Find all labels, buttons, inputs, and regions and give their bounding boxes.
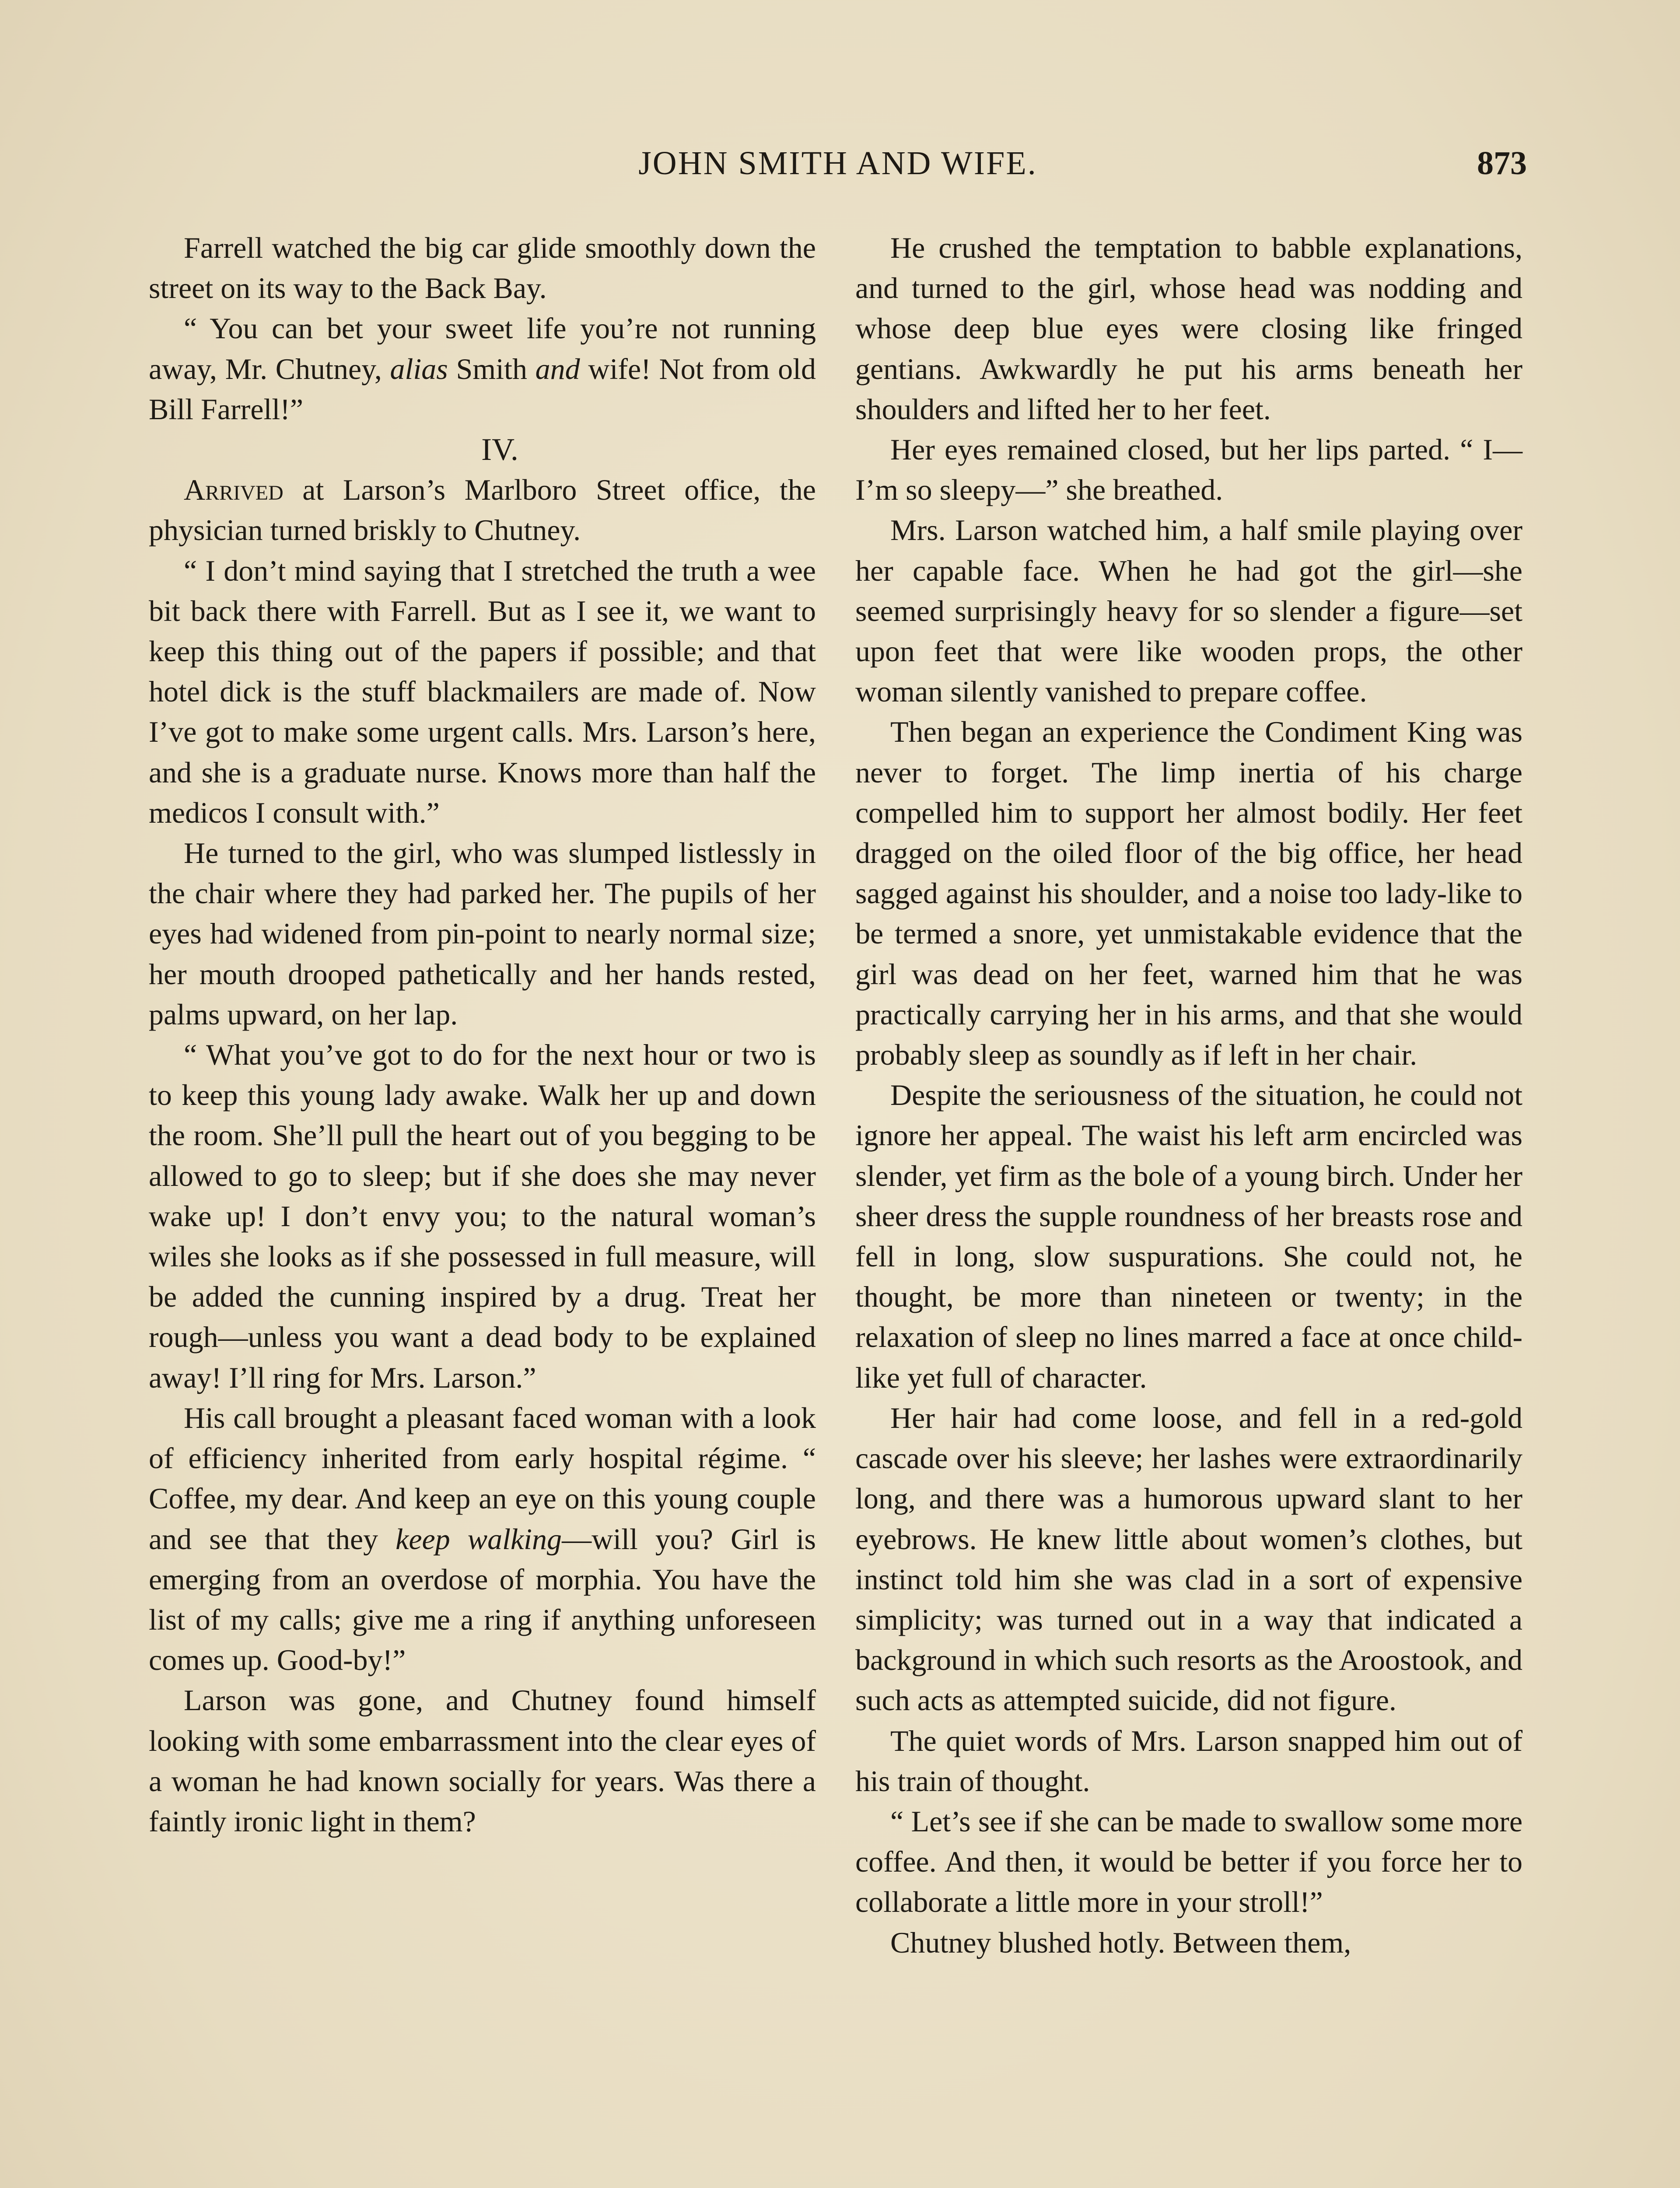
paragraph — [149, 1398, 816, 1680]
paragraph: The quiet words of Mrs. Larson snapped him out of his train of thought. — [855, 1724, 1522, 1798]
paragraph: Despite the seriousness of the situation, he could not ignore her appeal. The waist his left arm encircled was slender, yet firm as the bole of a young birch. Under her sheer dress the supple roundness of her breasts rose and fell in long, slow suspurations. She could not, he thought, be more than nineteen or twenty; in the relaxation of sleep no lines marred a face at once child-like yet full of character. — [855, 1078, 1522, 1394]
paragraph: Then began an experience the Condiment King was never to forget. The limp inertia of his charge compelled him to support her almost bodily. Her feet dragged on the oiled floor of the big office, her head sagged against his shoulder, and a noise too lady-like to be termed a snore, yet unmistakable evidence that the girl was dead on her feet, warned him that he was practically carrying her in his arms, and that she would probably sleep as soundly as if left in her chair. — [855, 715, 1522, 1072]
paragraph: Her hair had come loose, and fell in a red-gold cascade over his sleeve; her lashes were extraordinarily long, and there was a humorous upward slant to her eyebrows. He knew little about women’s clothes, but instinct told him she was clad in a sort of expensive simplicity; was turned out in a way that indicated a background in which such resorts as the Aroostook, and such acts as attempted suicide, did not figure. — [855, 1401, 1522, 1717]
paragraph: “ I don’t mind saying that I stretched the truth a wee bit back there with Farrell. But as I see it, we want to keep this thing out of the papers if possible; and that hotel dick is the stuff blackmailers are made of. Now I’ve got to make some urgent calls. Mrs. Larson’s here, and she is a graduate nurse. Knows more than half the medicos I consult with.” — [149, 554, 816, 829]
paragraph: Chutney blushed hotly. Between them, — [890, 1925, 1351, 1959]
left-column — [149, 228, 816, 1841]
page-header — [149, 144, 1527, 201]
paragraph: Larson was gone, and Chutney found himself looking with some embarrassment into the clear eyes of a woman he had known socially for years. Was there a faintly ironic light in them? — [149, 1683, 816, 1838]
text-run: “ You can bet your sweet life you’re not running away, Mr. Chutney, — [149, 312, 816, 386]
running-title: JOHN SMITH AND WIFE. — [638, 145, 1037, 182]
italic-text: and — [535, 352, 580, 386]
paragraph: “ What you’ve got to do for the next hour or two is to keep this young lady awake. Walk her up and down the room. She’ll pull the heart out of you begging to be allowed to go to sleep; but if she does she may never wake up! I don’t envy you; to the natural woman’s wiles she looks as if she possessed in full measure, will be added the cunning inspired by a drug. Treat her rough—unless you want a dead body to be explained away! I’ll ring for Mrs. Larson.” — [149, 1038, 816, 1394]
paragraph: Her eyes remained closed, but her lips parted. “ I—I’m so sleepy—” she breathed. — [855, 433, 1522, 507]
text-run: at Larson’s Marlboro Street office, the physician turned briskly to Chutney. — [149, 473, 816, 547]
paragraph — [149, 308, 816, 429]
text-run: His call brought a pleasant faced woman with a look of efficiency inherited from early hospital régime. “ Coffee, my dear. And keep an eye on this young couple and see that they — [149, 1401, 816, 1556]
paragraph: Mrs. Larson watched him, a half smile playing over her capable face. When he had got the girl—she seemed surprisingly heavy for so slender a figure—set upon feet that were like wooden props, the other woman silently vanished to prepare coffee. — [855, 513, 1522, 708]
section-heading: IV. — [481, 432, 518, 467]
paragraph — [149, 470, 816, 550]
text-run: —will you? Girl is emerging from an overdose of morphia. You have the list of my calls; give me a ring if anything unforeseen comes up. Good-by!” — [149, 1522, 816, 1677]
paragraph: He turned to the girl, who was slumped listlessly in the chair where they had parked her. The pupils of her eyes had widened from pin-point to nearly normal size; her mouth drooped pathetically and her hands rested, palms upward, on her lap. — [149, 836, 816, 1031]
small-caps-lead: Arrived — [184, 473, 284, 507]
text-run: Smith — [448, 352, 536, 386]
italic-text: alias — [390, 352, 448, 386]
paragraph: “ Let’s see if she can be made to swallow some more coffee. And then, it would be better if you force her to collaborate a little more in your stroll!” — [855, 1804, 1522, 1919]
paragraph: He crushed the temptation to babble explanations, and turned to the girl, whose head was nodding and whose deep blue eyes were closing like fringed gentians. Awkwardly he put his arms beneath her shoulders and lifted her to her feet. — [855, 231, 1522, 426]
page-number: 873 — [1477, 145, 1527, 182]
paragraph: Farrell watched the big car glide smoothly down the street on its way to the Back Bay. — [149, 231, 816, 305]
right-column — [855, 228, 1522, 1963]
text-run: wife! Not from old Bill Farrell!” — [149, 352, 816, 426]
italic-text: keep walking — [396, 1522, 562, 1556]
